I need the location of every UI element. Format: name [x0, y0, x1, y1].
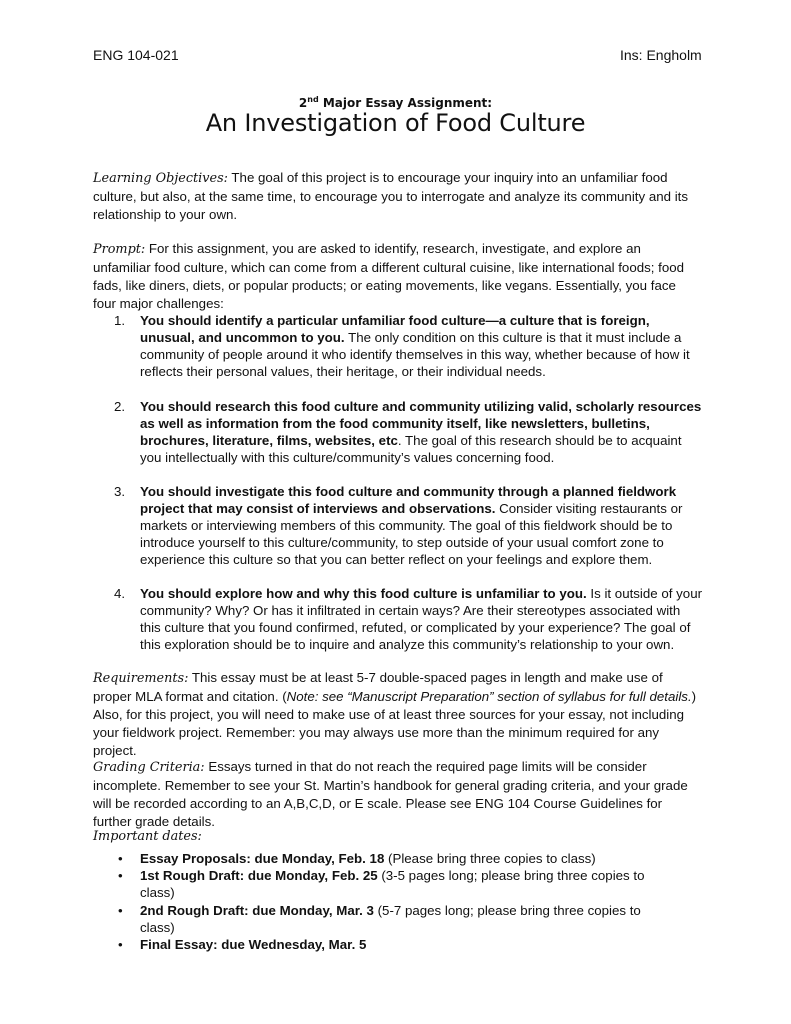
date-text: (Please bring three copies to class): [384, 851, 596, 866]
prompt-text: For this assignment, you are asked to identify, research, investigate, and explore an unfamiliar food culture, which can come from a different cultural cuisine, like international foods; food fads, like diners, diets, or popular products; or eating movements, like vegans. Essentially, you face four major challenges:: [93, 241, 685, 311]
instructor-name: Ins: Engholm: [620, 47, 702, 63]
challenge-number: 1.: [114, 313, 126, 328]
list-item: [118, 902, 678, 936]
learning-objectives-paragraph: [93, 169, 698, 224]
challenge-body: [140, 483, 702, 568]
assignment-eyebrow: [0, 95, 791, 110]
learning-objectives-heading: Learning Objectives:: [93, 171, 228, 186]
challenge-bold-text: You should identify a particular unfamiliar food culture—a culture that is foreign, unusual, and uncommon to you.: [140, 313, 650, 345]
list-item: [118, 936, 678, 953]
prompt-heading: Prompt:: [93, 242, 146, 257]
challenge-text: . The goal of this research should be to acquaint you intellectually with this culture/community’s values concerning food.: [140, 433, 682, 465]
challenge-number: 3.: [114, 484, 126, 499]
list-item: [118, 850, 678, 867]
requirements-note: Note: see “Manuscript Preparation” section of syllabus for full details.: [286, 689, 692, 704]
challenge-body: [140, 398, 702, 466]
challenge-bold-text: You should research this food culture and community utilizing valid, scholarly resources as well as information from the food community itself, like newsletters, bulletins, brochures, literature, films, websites, etc: [140, 399, 702, 448]
date-bold-text: 2nd Rough Draft: due Monday, Mar. 3: [140, 902, 374, 918]
page-title: An Investigation of Food Culture: [205, 109, 586, 137]
prompt-paragraph: [93, 240, 698, 313]
bullet-icon: •: [118, 851, 123, 866]
challenge-bold-text: You should explore how and why this food culture is unfamiliar to you.: [140, 586, 587, 601]
important-dates-list: [118, 850, 678, 953]
challenge-body: [140, 585, 702, 653]
grading-text: Essays turned in that do not reach the required page limits will be consider incomplete. Remember to see your St. Martin’s handbook for general grading criteria, and your grade will be recorded according to an A,B,C,D, or E scale. Please see ENG 104 Course Guidelines for further grade details.: [93, 759, 688, 829]
date-bold-text: Essay Proposals: due Monday, Feb. 18: [140, 851, 385, 866]
requirements-text-a: This essay must be at least 5-7 double-spaced pages in length and make use of proper MLA format and citation. (: [93, 670, 663, 704]
grading-paragraph: [93, 758, 698, 831]
date-bold-text: Final Essay: due Wednesday, Mar. 5: [140, 937, 367, 953]
challenge-bold-text: You should investigate this food culture and community through a planned fieldwork project that may consist of interviews and observations.: [140, 484, 677, 516]
challenge-body: [140, 312, 702, 380]
bullet-icon: •: [118, 868, 123, 884]
date-text: (5-7 pages long; please bring three copies to class): [140, 902, 641, 935]
list-item: [118, 867, 678, 901]
challenge-number: 4.: [114, 586, 126, 601]
eyebrow-number: 2: [298, 96, 308, 110]
eyebrow-ordinal: nd: [307, 95, 319, 104]
course-code: ENG 104-021: [93, 47, 179, 63]
bullet-icon: •: [118, 937, 123, 953]
important-dates-heading: Important dates:: [93, 829, 202, 844]
grading-heading: Grading Criteria:: [93, 760, 205, 775]
requirements-text-b: ) Also, for this project, you will need to make use of at least three sources for your essay, not including your fieldwork project. Remember: you may always use more than the minimum required for any project.: [93, 689, 697, 758]
challenge-text: Is it outside of your community? Why? Or has it infiltrated in certain ways? Are their stereotypes associated with this culture that you found confirmed, refuted, or complicated by your experience? The goal of this exploration should be to inquire and analyze this community’s relationship to your own.: [140, 586, 703, 652]
learning-objectives-text: The goal of this project is to encourage your inquiry into an unfamiliar food culture, but also, at the same time, to encourage you to interrogate and analyze its community and its relationship to your own.: [93, 170, 688, 222]
bullet-icon: •: [118, 902, 123, 918]
challenge-text: Consider visiting restaurants or markets or interviewing members of this community. The goal of this fieldwork should be to introduce yourself to this culture/community, to step outside of your usual comfort zone to experience this culture so that you can better reflect on your feelings and explore them.: [140, 501, 683, 567]
date-bold-text: 1st Rough Draft: due Monday, Feb. 25: [140, 868, 378, 884]
requirements-heading: Requirements:: [93, 671, 189, 686]
challenge-text: The only condition on this culture is that it must include a community of people around it who identify themselves in this way, whether because of how it reflects their personal values, their heritage, or their individual needs.: [140, 330, 690, 379]
date-text: (3-5 pages long; please bring three copies to class): [140, 868, 645, 901]
important-dates-heading-line: [93, 827, 698, 846]
requirements-paragraph: [93, 669, 698, 760]
eyebrow-text: Major Essay Assignment:: [318, 96, 493, 110]
challenge-number: 2.: [114, 399, 126, 414]
